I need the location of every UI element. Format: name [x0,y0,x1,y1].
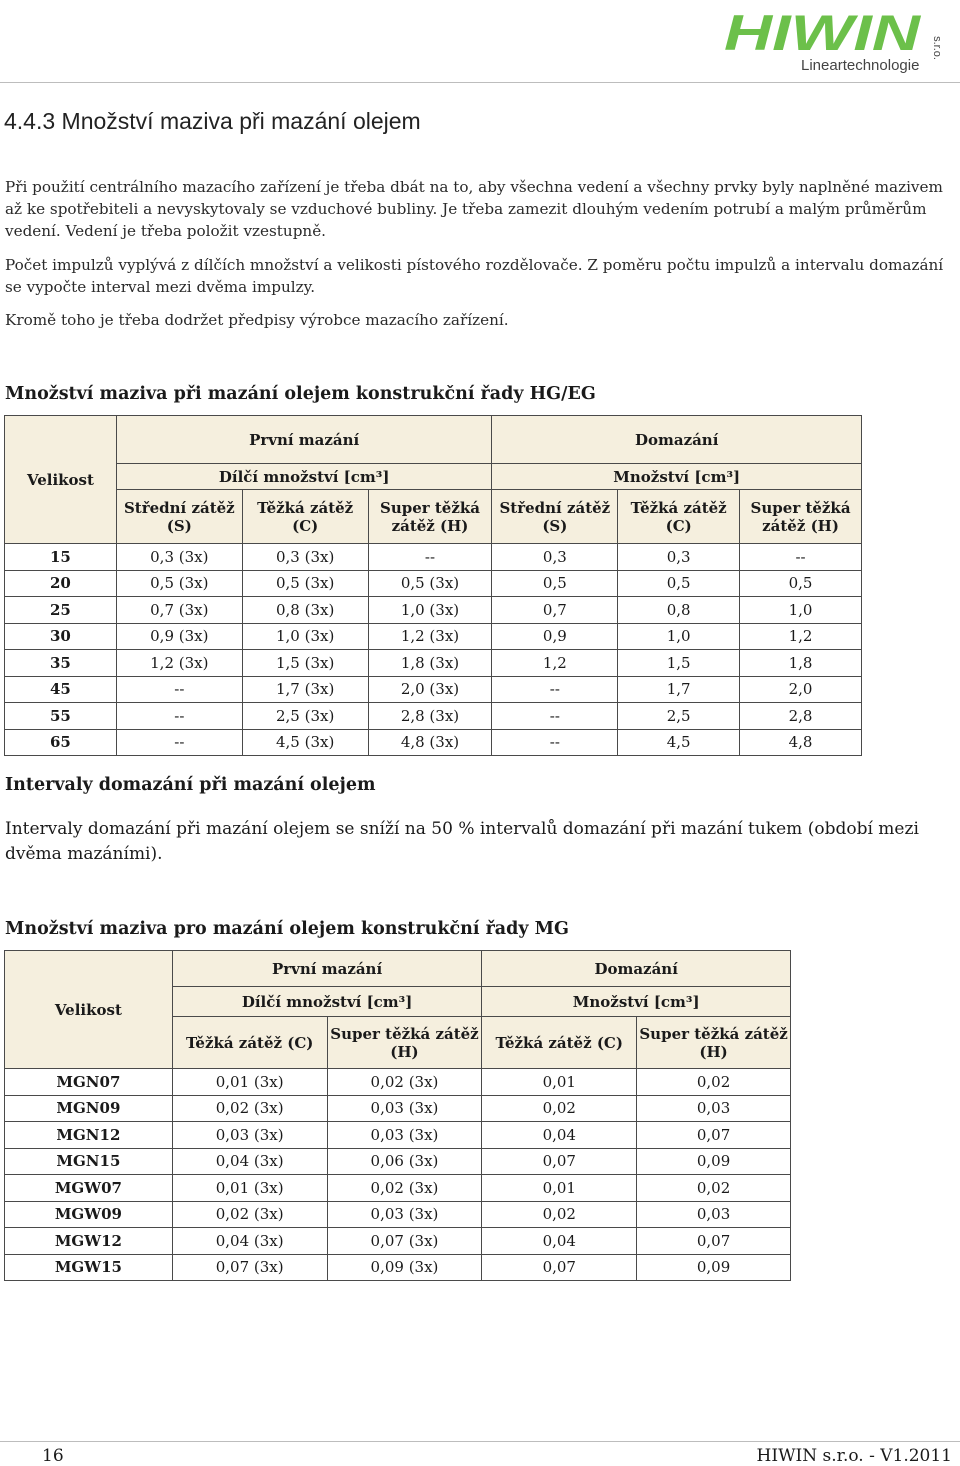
header-partial-amount: Dílčí množství [cm³] [172,987,482,1017]
value-cell: 1,2 [740,623,862,650]
column-header: Super těžká zátěž (H) [740,490,862,544]
value-cell: 0,03 (3x) [327,1095,482,1122]
value-cell: -- [740,544,862,571]
intro-paragraph-3: Kromě toho je třeba dodržet předpisy výrobce mazacího zařízení. [5,311,509,329]
table-row [5,703,862,730]
table-row [5,1148,791,1175]
value-cell: 1,0 (3x) [242,623,368,650]
size-cell: MGW09 [5,1201,173,1228]
value-cell: -- [116,703,242,730]
table-row [5,1069,791,1096]
table-row [5,544,862,571]
value-cell: 2,8 (3x) [368,703,492,730]
header-partial-amount: Dílčí množství [cm³] [116,464,492,490]
value-cell: 1,8 [740,650,862,677]
value-cell: 2,0 (3x) [368,676,492,703]
header-first-lubrication: První mazání [116,416,492,464]
value-cell: -- [116,676,242,703]
value-cell: 0,04 (3x) [172,1148,327,1175]
value-cell: 0,5 [740,570,862,597]
value-cell: 0,5 (3x) [368,570,492,597]
size-cell: 15 [5,544,117,571]
value-cell: -- [492,676,618,703]
value-cell: 0,07 [637,1122,791,1149]
value-cell: 4,8 (3x) [368,729,492,756]
column-header: Super těžká zátěž (H) [327,1017,482,1069]
value-cell: 4,5 (3x) [242,729,368,756]
intro-paragraph-1: Při použití centrálního mazacího zařízení je třeba dbát na to, aby všechna vedení a všechny prvky byly naplněné mazivem až ke spotřebiteli a nevyskytovaly se vzduchové bubliny. Je třeba zamezit dlouhým vedením potrubí a malým průměrům vedení. Vedení je třeba položit vzestupně. [5,178,943,240]
intervals-text: Intervaly domazání při mazání olejem se sníží na 50 % intervalů domazání při mazání tukem (období mezi dvěma mazáními). [5,819,919,864]
value-cell: 0,03 (3x) [172,1122,327,1149]
value-cell: 0,09 [637,1254,791,1281]
table-row [5,1095,791,1122]
value-cell: 0,01 [482,1069,637,1096]
size-cell: 65 [5,729,117,756]
table-row [5,676,862,703]
size-cell: 55 [5,703,117,730]
value-cell: 1,2 (3x) [116,650,242,677]
header-amount: Množství [cm³] [482,987,791,1017]
value-cell: 2,8 [740,703,862,730]
size-cell: 30 [5,623,117,650]
logo-brand: HIWIN [724,5,922,61]
size-cell: 20 [5,570,117,597]
size-cell: MGN15 [5,1148,173,1175]
value-cell: 0,01 (3x) [172,1069,327,1096]
value-cell: 0,04 [482,1122,637,1149]
value-cell: -- [116,729,242,756]
table-row [5,1228,791,1255]
value-cell: 0,7 [492,597,618,624]
value-cell: 0,01 (3x) [172,1175,327,1202]
column-header: Těžká zátěž (C) [242,490,368,544]
value-cell: 0,7 (3x) [116,597,242,624]
value-cell: 0,03 (3x) [327,1201,482,1228]
value-cell: 1,0 (3x) [368,597,492,624]
table-row [5,729,862,756]
value-cell: 0,07 (3x) [172,1254,327,1281]
hiwin-logo [722,4,954,76]
value-cell: 1,5 (3x) [242,650,368,677]
table1-title: Množství maziva při mazání olejem konstrukční řady HG/EG [5,384,596,404]
value-cell: 0,06 (3x) [327,1148,482,1175]
value-cell: 0,07 [482,1254,637,1281]
value-cell: 0,02 [482,1095,637,1122]
value-cell: 0,01 [482,1175,637,1202]
value-cell: 0,07 [637,1228,791,1255]
value-cell: 2,5 (3x) [242,703,368,730]
header-divider [0,82,960,83]
size-cell: MGW07 [5,1175,173,1202]
mg-oil-table [4,950,791,1281]
column-header: Střední zátěž (S) [492,490,618,544]
header-relubrication: Domazání [492,416,862,464]
value-cell: 0,9 [492,623,618,650]
value-cell: 0,5 (3x) [116,570,242,597]
value-cell: -- [492,729,618,756]
value-cell: 0,02 (3x) [172,1201,327,1228]
column-header: Střední zátěž (S) [116,490,242,544]
value-cell: 0,02 (3x) [327,1175,482,1202]
column-header: Těžká zátěž (C) [172,1017,327,1069]
value-cell: 0,8 (3x) [242,597,368,624]
value-cell: 0,3 (3x) [116,544,242,571]
value-cell: 0,3 [618,544,740,571]
intervals-heading: Intervaly domazání při mazání olejem [5,775,376,795]
table-row [5,597,862,624]
value-cell: 0,03 (3x) [327,1122,482,1149]
footer-divider [0,1441,960,1442]
value-cell: 1,2 [492,650,618,677]
table-row [5,570,862,597]
table-row [5,1201,791,1228]
value-cell: 0,02 [637,1175,791,1202]
value-cell: 1,7 [618,676,740,703]
value-cell: -- [492,703,618,730]
value-cell: 0,09 [637,1148,791,1175]
value-cell: 0,09 (3x) [327,1254,482,1281]
value-cell: 4,8 [740,729,862,756]
table2-title: Množství maziva pro mazání olejem konstrukční řady MG [5,919,569,939]
value-cell: 0,8 [618,597,740,624]
size-cell: MGN07 [5,1069,173,1096]
table-row [5,1175,791,1202]
value-cell: 0,5 [618,570,740,597]
header-size: Velikost [5,951,173,1069]
column-header: Super těžká zátěž (H) [637,1017,791,1069]
value-cell: 0,5 (3x) [242,570,368,597]
logo-tagline: Lineartechnologie [801,57,920,74]
value-cell: 0,9 (3x) [116,623,242,650]
value-cell: 2,0 [740,676,862,703]
value-cell: 1,8 (3x) [368,650,492,677]
table-row [5,1122,791,1149]
value-cell: 0,02 (3x) [327,1069,482,1096]
value-cell: 0,02 [482,1201,637,1228]
column-header: Těžká zátěž (C) [618,490,740,544]
header-first-lubrication: První mazání [172,951,482,987]
value-cell: 0,04 (3x) [172,1228,327,1255]
table-row [5,623,862,650]
size-cell: 35 [5,650,117,677]
size-cell: MGW15 [5,1254,173,1281]
size-cell: 45 [5,676,117,703]
value-cell: 1,2 (3x) [368,623,492,650]
table-row [5,650,862,677]
value-cell: 0,3 [492,544,618,571]
header-relubrication: Domazání [482,951,791,987]
value-cell: 0,03 [637,1095,791,1122]
column-header: Super těžká zátěž (H) [368,490,492,544]
size-cell: MGW12 [5,1228,173,1255]
intro-paragraph-2: Počet impulzů vyplývá z dílčích množství a velikosti pístového rozdělovače. Z poměru počtu impulzů a intervalu domazání se vypočte interval mezi dvěma impulzy. [5,256,944,296]
logo-suffix: s.r.o. [931,36,943,60]
section-title: 4.4.3 Množství maziva při mazání olejem [4,108,421,134]
value-cell: 0,04 [482,1228,637,1255]
hg-eg-oil-table [4,415,862,756]
table-row [5,1254,791,1281]
value-cell: 4,5 [618,729,740,756]
page-number: 16 [42,1446,64,1466]
value-cell: 1,0 [740,597,862,624]
value-cell: 2,5 [618,703,740,730]
header-amount: Množství [cm³] [492,464,862,490]
value-cell: 1,0 [618,623,740,650]
size-cell: MGN12 [5,1122,173,1149]
value-cell: 0,02 (3x) [172,1095,327,1122]
value-cell: 0,07 (3x) [327,1228,482,1255]
value-cell: 0,07 [482,1148,637,1175]
size-cell: MGN09 [5,1095,173,1122]
value-cell: -- [368,544,492,571]
footer-company-version: HIWIN s.r.o. - V1.2011 [756,1446,952,1466]
value-cell: 0,5 [492,570,618,597]
value-cell: 0,03 [637,1201,791,1228]
value-cell: 0,02 [637,1069,791,1096]
value-cell: 1,7 (3x) [242,676,368,703]
value-cell: 0,3 (3x) [242,544,368,571]
header-size: Velikost [5,416,117,544]
value-cell: 1,5 [618,650,740,677]
size-cell: 25 [5,597,117,624]
column-header: Těžká zátěž (C) [482,1017,637,1069]
